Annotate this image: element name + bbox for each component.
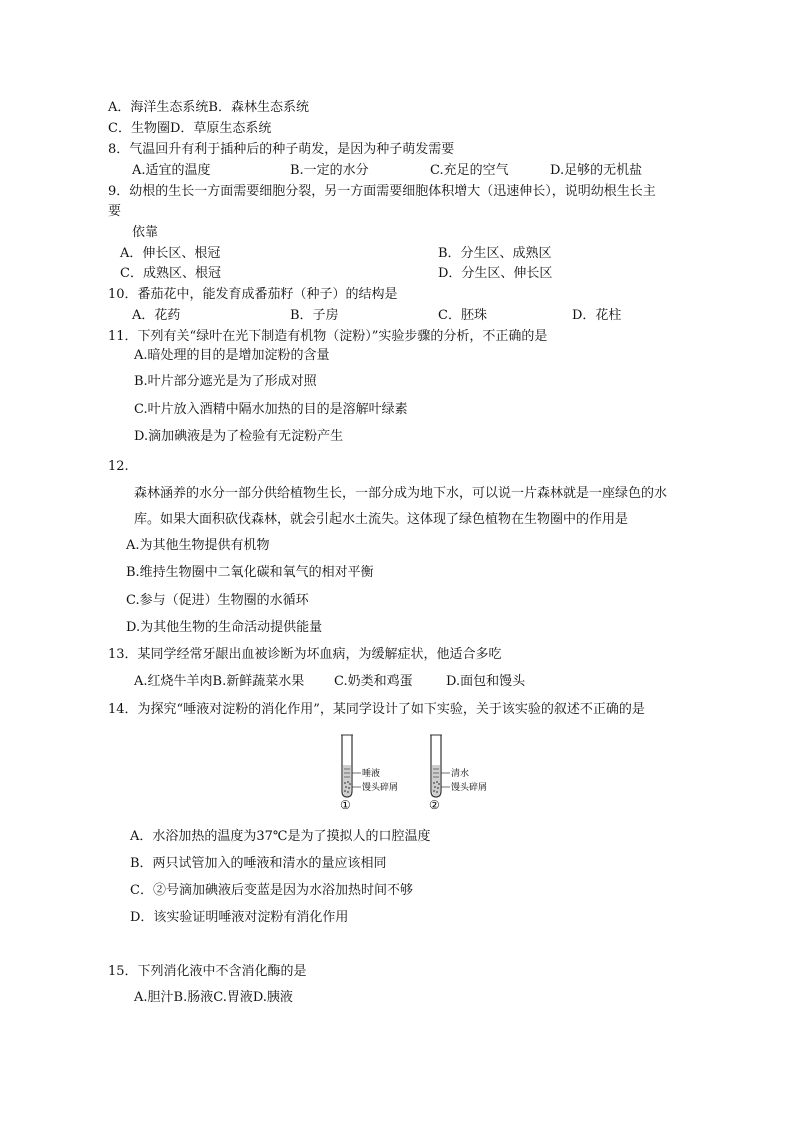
- tube-1-number: ①: [340, 798, 351, 812]
- q11-option-b: B.叶片部分遮光是为了形成对照: [134, 374, 317, 389]
- test-tube-figure: [336, 733, 488, 812]
- q9-option-c: C．成熟区、根冠: [120, 266, 221, 281]
- q15-options: A.胆汁B.肠液C.胃液D.胰液: [134, 990, 293, 1005]
- q9-stem-3: 依靠: [132, 225, 159, 240]
- q8-option-c: C.充足的空气: [430, 163, 509, 178]
- q12-number: 12.: [108, 459, 129, 474]
- q8-option-d: D.足够的无机盐: [550, 163, 643, 178]
- q9-stem-1: 9．幼根的生长一方面需要细胞分裂，另一方面需要细胞体积增大（迅速伸长），说明幼根生长主: [108, 184, 656, 199]
- q10-option-b: B．子房: [290, 308, 339, 323]
- q13-option-ab: A.红烧牛羊肉B.新鲜蔬菜水果: [134, 674, 305, 689]
- q12-option-c: C.参与（促进）生物圈的水循环: [126, 593, 309, 608]
- test-tube-2: [430, 735, 450, 797]
- q8-option-b: B.一定的水分: [290, 163, 369, 178]
- q12-stem-2: 库。如果大面积砍伐森林，就会引起水土流失。这体现了绿色植物在生物圈中的作用是: [134, 512, 629, 527]
- q9-option-d: D．分生区、伸长区: [438, 266, 553, 281]
- q12-stem-1: 森林涵养的水分一部分供给植物生长，一部分成为地下水，可以说一片森林就是一座绿色的水: [134, 486, 668, 501]
- q11-option-a: A.暗处理的目的是增加淀粉的含量: [134, 348, 330, 363]
- q11-option-c: C.叶片放入酒精中隔水加热的目的是溶解叶绿素: [134, 402, 408, 417]
- q11-stem: 11．下列有关“绿叶在光下制造有机物（淀粉）”实验步骤的分析，不正确的是: [108, 329, 548, 344]
- q9-option-a: A．伸长区、根冠: [120, 246, 221, 261]
- q13-option-d: D.面包和馒头: [446, 674, 526, 689]
- q12-option-b: B.维持生物圈中二氧化碳和氧气的相对平衡: [126, 565, 374, 580]
- tube-1-solid-label: 馒头碎屑: [362, 783, 399, 793]
- q12-option-d: D.为其他生物的生命活动提供能量: [126, 620, 323, 635]
- q8-stem: 8．气温回升有利于插种后的种子萌发，是因为种子萌发需要: [108, 142, 455, 157]
- q14-option-c: C．②号滴加碘液后变蓝是因为水浴加热时间不够: [130, 883, 413, 898]
- q10-option-a: A．花药: [132, 308, 181, 323]
- q9-option-b: B．分生区、成熟区: [438, 246, 552, 261]
- q7-option-line-1: A．海洋生态系统B．森林生态系统: [108, 100, 309, 115]
- test-tube-1: [341, 735, 361, 797]
- q14-option-b: B．两只试管加入的唾液和清水的量应该相同: [130, 856, 387, 871]
- q14-option-a: A．水浴加热的温度为37℃是为了摸拟人的口腔温度: [130, 829, 431, 844]
- q14-stem: 14．为探究“唾液对淀粉的消化作用”，某同学设计了如下实验，关于该实验的叙述不正确的是: [108, 702, 645, 717]
- tube-2-solid-label: 馒头碎屑: [451, 783, 488, 793]
- q10-option-d: D．花柱: [572, 308, 622, 323]
- q10-option-c: C．胚珠: [438, 308, 487, 323]
- q12-option-a: A.为其他生物提供有机物: [126, 538, 270, 553]
- q11-option-d: D.滴加碘液是为了检验有无淀粉产生: [134, 429, 344, 444]
- q10-stem: 10．番茄花中，能发育成番茄籽（种子）的结构是: [108, 287, 398, 302]
- q13-stem: 13．某同学经常牙龈出血被诊断为坏血病，为缓解症状，他适合多吃: [108, 647, 502, 662]
- q13-option-c: C.奶类和鸡蛋: [334, 674, 413, 689]
- tube-2-number: ②: [429, 798, 440, 812]
- q14-option-d: D．该实验证明唾液对淀粉有消化作用: [130, 910, 349, 925]
- q9-stem-2: 要: [108, 204, 122, 219]
- q8-option-a: A.适宜的温度: [132, 163, 211, 178]
- tube-2-liquid-label: 清水: [451, 769, 470, 779]
- tube-1-liquid-label: 唾液: [362, 769, 381, 779]
- q15-stem: 15．下列消化液中不含消化酶的是: [108, 964, 307, 979]
- q7-option-line-2: C．生物圈D．草原生态系统: [108, 121, 272, 136]
